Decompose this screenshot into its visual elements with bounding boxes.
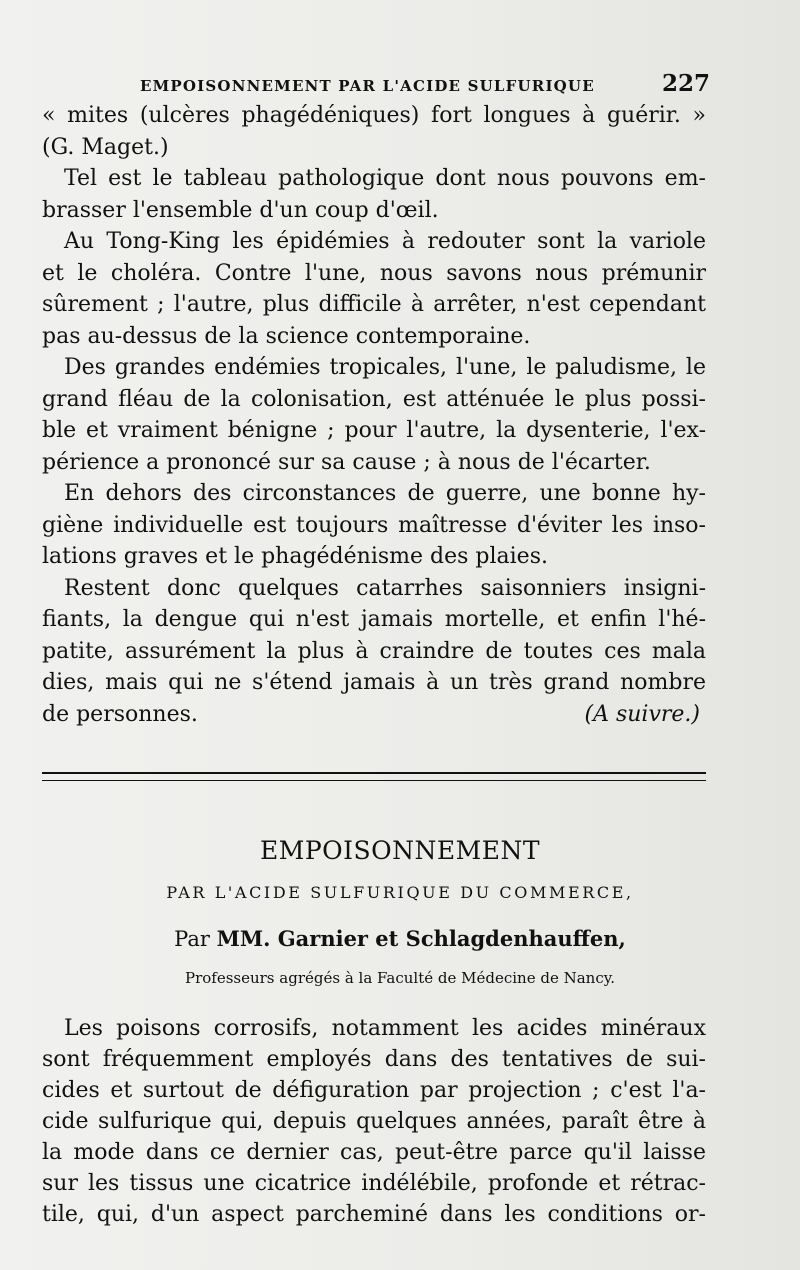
text-line: et le choléra. Contre l'une, nous savons nous prémunir [42, 260, 706, 286]
text-line: cides et surtout de défiguration par projection ; c'est l'a- [42, 1078, 706, 1103]
text-line: patite, assurément la plus à craindre de toutes ces mala [42, 638, 706, 664]
text-line: « mites (ulcères phagédéniques) fort longues à guérir. » [42, 103, 706, 128]
text-line: En dehors des circonstances de guerre, une bonne hy- [64, 481, 706, 506]
text-line: Restent donc quelques catarrhes saisonniers insigni- [64, 575, 706, 601]
article-subtitle: PAR L'ACIDE SULFURIQUE DU COMMERCE, [166, 883, 634, 902]
text-line: pas au-dessus de la science contemporaine. [42, 323, 531, 349]
text-line: grand fléau de la colonisation, est atténuée le plus possi- [42, 386, 706, 412]
text-line-end: de personnes. [42, 701, 198, 727]
author-affiliation: Professeurs agrégés à la Faculté de Médecine de Nancy. [184, 969, 615, 987]
text-line: fiants, la dengue qui n'est jamais mortelle, et enfin l'hé- [42, 607, 706, 632]
text-line: giène individuelle est toujours maîtresse d'éviter les inso- [42, 512, 706, 538]
article-authors [0, 926, 800, 951]
text-line: Les poisons corrosifs, notamment les acides minéraux [64, 1016, 706, 1041]
running-head-title: EMPOISONNEMENT PAR L'ACIDE SULFURIQUE [140, 77, 595, 95]
text-line: ble et vraiment bénigne ; pour l'autre, la dysenterie, l'ex- [42, 418, 706, 443]
text-line: la mode dans ce dernier cas, peut-être parce qu'il laisse [42, 1140, 706, 1165]
text-line: sûrement ; l'autre, plus difficile à arrêter, n'est cependant [42, 292, 706, 317]
text-line: sur les tissus une cicatrice indélébile, profonde et rétrac- [42, 1171, 706, 1196]
text-line: brasser l'ensemble d'un coup d'œil. [42, 197, 439, 223]
text-line: sont fréquemment employés dans des tentatives de sui- [42, 1047, 706, 1072]
article-body [42, 1013, 706, 1230]
upper-text-block [42, 100, 706, 730]
closing-line [42, 699, 706, 731]
text-line: tile, qui, d'un aspect parcheminé dans les conditions or- [42, 1202, 706, 1227]
text-line: (G. Maget.) [42, 134, 169, 160]
to-be-continued-note: (A suivre.) [584, 701, 700, 727]
text-line: Des grandes endémies tropicales, l'une, le paludisme, le [64, 355, 706, 380]
text-line: lations graves et le phagédénisme des plaies. [42, 544, 548, 569]
text-line: cide sulfurique qui, depuis quelques années, paraît être à [42, 1109, 706, 1134]
text-line: Au Tong-King les épidémies à redouter sont la variole [64, 229, 706, 254]
section-divider [42, 772, 706, 781]
text-line: Tel est le tableau pathologique dont nous pouvons em- [64, 166, 706, 191]
authors-prefix: Par [174, 927, 210, 951]
article-title: EMPOISONNEMENT [259, 836, 541, 865]
text-line: périence a prononcé sur sa cause ; à nous de l'écarter. [42, 449, 651, 475]
running-head [140, 70, 710, 97]
page-number: 227 [661, 70, 710, 97]
text-line: dies, mais qui ne s'étend jamais à un très grand nombre [42, 670, 706, 695]
authors-names: MM. Garnier et Schlagdenhauffen, [216, 926, 626, 951]
